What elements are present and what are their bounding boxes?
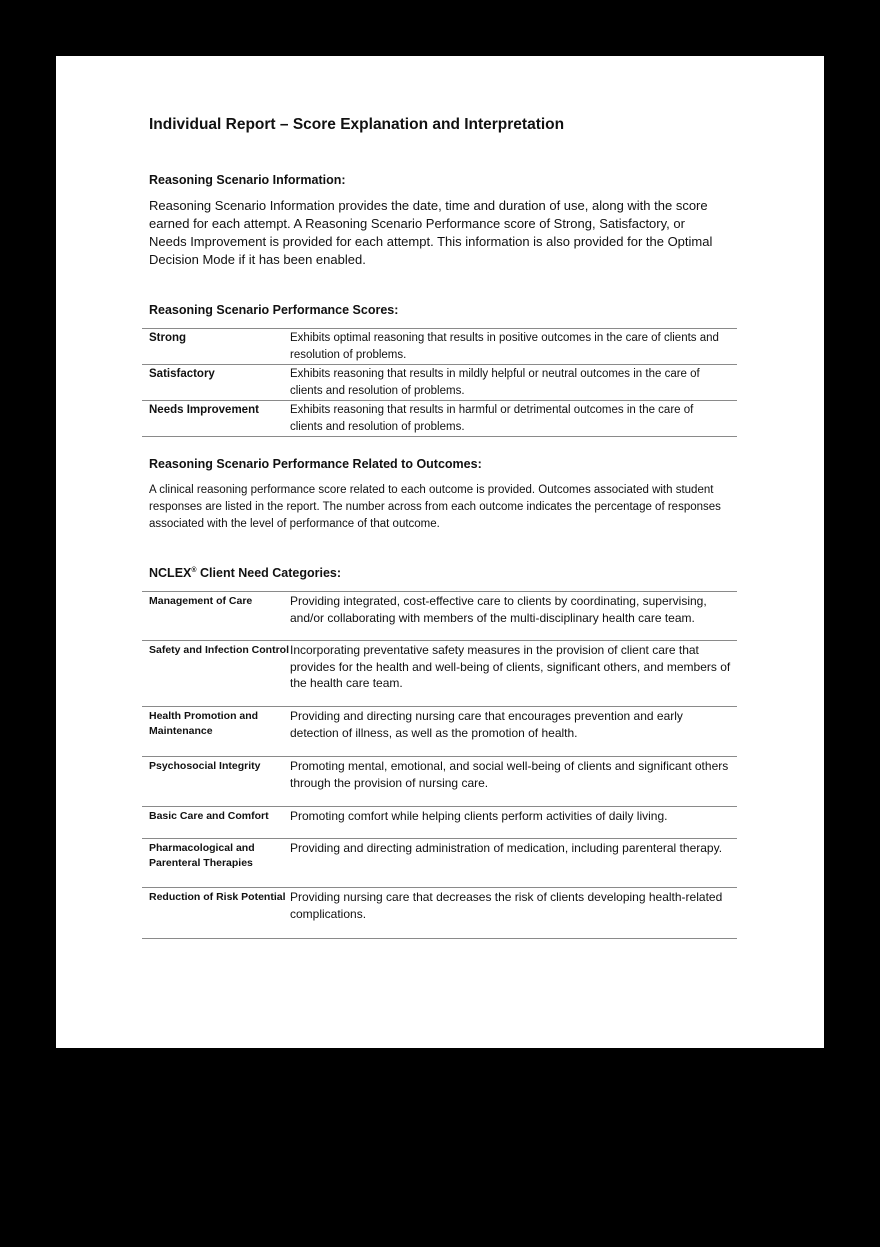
table-row	[142, 592, 737, 641]
category-description: Providing nursing care that decreases the risk of clients developing health-related complications.	[290, 888, 737, 939]
category-label: Reduction of Risk Potential	[142, 888, 290, 939]
category-description: Promoting comfort while helping clients perform activities of daily living.	[290, 807, 737, 839]
nclex-heading-suffix: Client Need Categories:	[196, 566, 342, 580]
score-label: Needs Improvement	[142, 401, 290, 437]
registered-mark: ®	[191, 566, 197, 574]
section-text-info: Reasoning Scenario Information provides the date, time and duration of use, along with the score earned for each attempt. A Reasoning Scenario Performance score of Strong, Satisfactory, or Needs Improvement is provided for each attempt. This information is also provided for the Optimal Decision Mode if it has been enabled.	[149, 198, 713, 267]
score-description: Exhibits reasoning that results in harmful or detrimental outcomes in the care of clients and resolution of problems.	[290, 401, 737, 437]
score-description: Exhibits reasoning that results in mildly helpful or neutral outcomes in the care of clients and resolution of problems.	[290, 365, 737, 401]
nclex-table	[142, 591, 737, 939]
score-label: Satisfactory	[142, 365, 290, 401]
scores-table	[142, 328, 737, 437]
table-row	[142, 839, 737, 888]
section-text-outcomes: A clinical reasoning performance score related to each outcome is provided. Outcomes associated with student responses are listed in the report. The number across from each outcome indicates the percentage of responses associated with the level of performance of that outcome.	[149, 484, 721, 530]
table-row	[142, 707, 737, 757]
category-description: Providing integrated, cost-effective care to clients by coordinating, supervising, and/or collaborating with members of the multi-disciplinary health care team.	[290, 592, 737, 641]
table-row	[142, 641, 737, 707]
category-label: Safety and Infection Control	[142, 641, 290, 707]
section-heading-nclex	[149, 566, 341, 580]
table-row	[142, 401, 737, 437]
category-description: Incorporating preventative safety measures in the provision of client care that provides for the health and well-being of clients, significant others, and members of the health care team.	[290, 641, 737, 707]
table-row	[142, 807, 737, 839]
table-row	[142, 365, 737, 401]
score-description: Exhibits optimal reasoning that results in positive outcomes in the care of clients and resolution of problems.	[290, 329, 737, 365]
table-row	[142, 329, 737, 365]
category-label: Pharmacological and Parenteral Therapies	[142, 839, 290, 888]
section-heading-scores: Reasoning Scenario Performance Scores:	[149, 303, 399, 317]
score-label: Strong	[142, 329, 290, 365]
category-label: Health Promotion and Maintenance	[142, 707, 290, 757]
category-description: Providing and directing administration of medication, including parenteral therapy.	[290, 839, 737, 888]
category-label: Management of Care	[142, 592, 290, 641]
category-label: Basic Care and Comfort	[142, 807, 290, 839]
category-description: Providing and directing nursing care that encourages prevention and early detection of illness, as well as the promotion of health.	[290, 707, 737, 757]
table-row	[142, 888, 737, 939]
section-heading-outcomes: Reasoning Scenario Performance Related to Outcomes:	[149, 457, 482, 471]
category-description: Promoting mental, emotional, and social well-being of clients and significant others through the provision of nursing care.	[290, 757, 737, 807]
page-title: Individual Report – Score Explanation and Interpretation	[149, 116, 565, 133]
nclex-label: NCLEX	[149, 566, 192, 580]
category-label: Psychosocial Integrity	[142, 757, 290, 807]
document-page	[56, 56, 824, 1048]
table-row	[142, 757, 737, 807]
section-heading-info: Reasoning Scenario Information:	[149, 173, 346, 187]
